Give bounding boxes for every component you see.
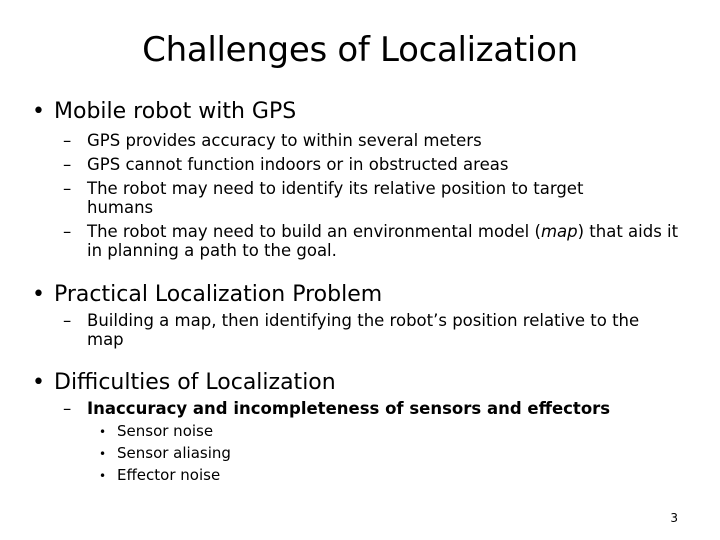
sub-list-item-text: Sensor aliasing bbox=[117, 444, 231, 462]
sub-list-item-text: Sensor noise bbox=[117, 422, 214, 440]
dash: – bbox=[63, 222, 72, 241]
bullet: • bbox=[99, 425, 107, 439]
sub-list-item bbox=[99, 443, 231, 465]
list-item bbox=[63, 311, 693, 349]
list-item-text: Building a map, then identifying the robot’s position relative to the map bbox=[87, 311, 640, 349]
page-number: 3 bbox=[670, 511, 678, 525]
list-item-text: The robot may need to identify its relative position to target humans bbox=[87, 179, 584, 217]
list-item bbox=[63, 399, 693, 418]
list-item-text: GPS provides accuracy to within several meters bbox=[87, 131, 482, 150]
list-item-text-before: The robot may need to build an environmental model ( bbox=[87, 222, 541, 241]
list-item-text: Inaccuracy and incompleteness of sensors and effectors bbox=[87, 399, 611, 418]
list-item-text: GPS cannot function indoors or in obstructed areas bbox=[87, 155, 509, 174]
list-item-text bbox=[63, 222, 693, 260]
bullet: • bbox=[99, 469, 107, 483]
bullet: • bbox=[32, 282, 45, 307]
dash: – bbox=[63, 399, 72, 418]
dash: – bbox=[63, 179, 72, 198]
sub-list-item-text: Effector noise bbox=[117, 466, 221, 484]
bullet: • bbox=[99, 447, 107, 461]
sub-list-item bbox=[99, 421, 213, 443]
section-heading-text: Practical Localization Problem bbox=[54, 282, 383, 307]
bullet: • bbox=[32, 370, 45, 395]
section-heading-text: Difficulties of Localization bbox=[54, 370, 336, 395]
dash: – bbox=[63, 155, 72, 174]
dash: – bbox=[63, 311, 72, 330]
section-heading bbox=[32, 99, 296, 124]
section-heading-text: Mobile robot with GPS bbox=[54, 99, 297, 124]
dash: – bbox=[63, 131, 72, 150]
section-heading bbox=[32, 370, 336, 395]
list-item bbox=[63, 179, 693, 217]
list-item bbox=[63, 155, 693, 174]
bullet: • bbox=[32, 99, 45, 124]
list-item bbox=[63, 222, 693, 260]
slide-title: Challenges of Localization bbox=[142, 30, 578, 70]
sub-list-item bbox=[99, 465, 220, 487]
section-heading bbox=[32, 282, 382, 307]
list-item-text-emphasis: map bbox=[540, 222, 578, 241]
list-item-text-after: ) that aids it in planning a path to the goal. bbox=[87, 222, 679, 260]
list-item bbox=[63, 131, 693, 150]
